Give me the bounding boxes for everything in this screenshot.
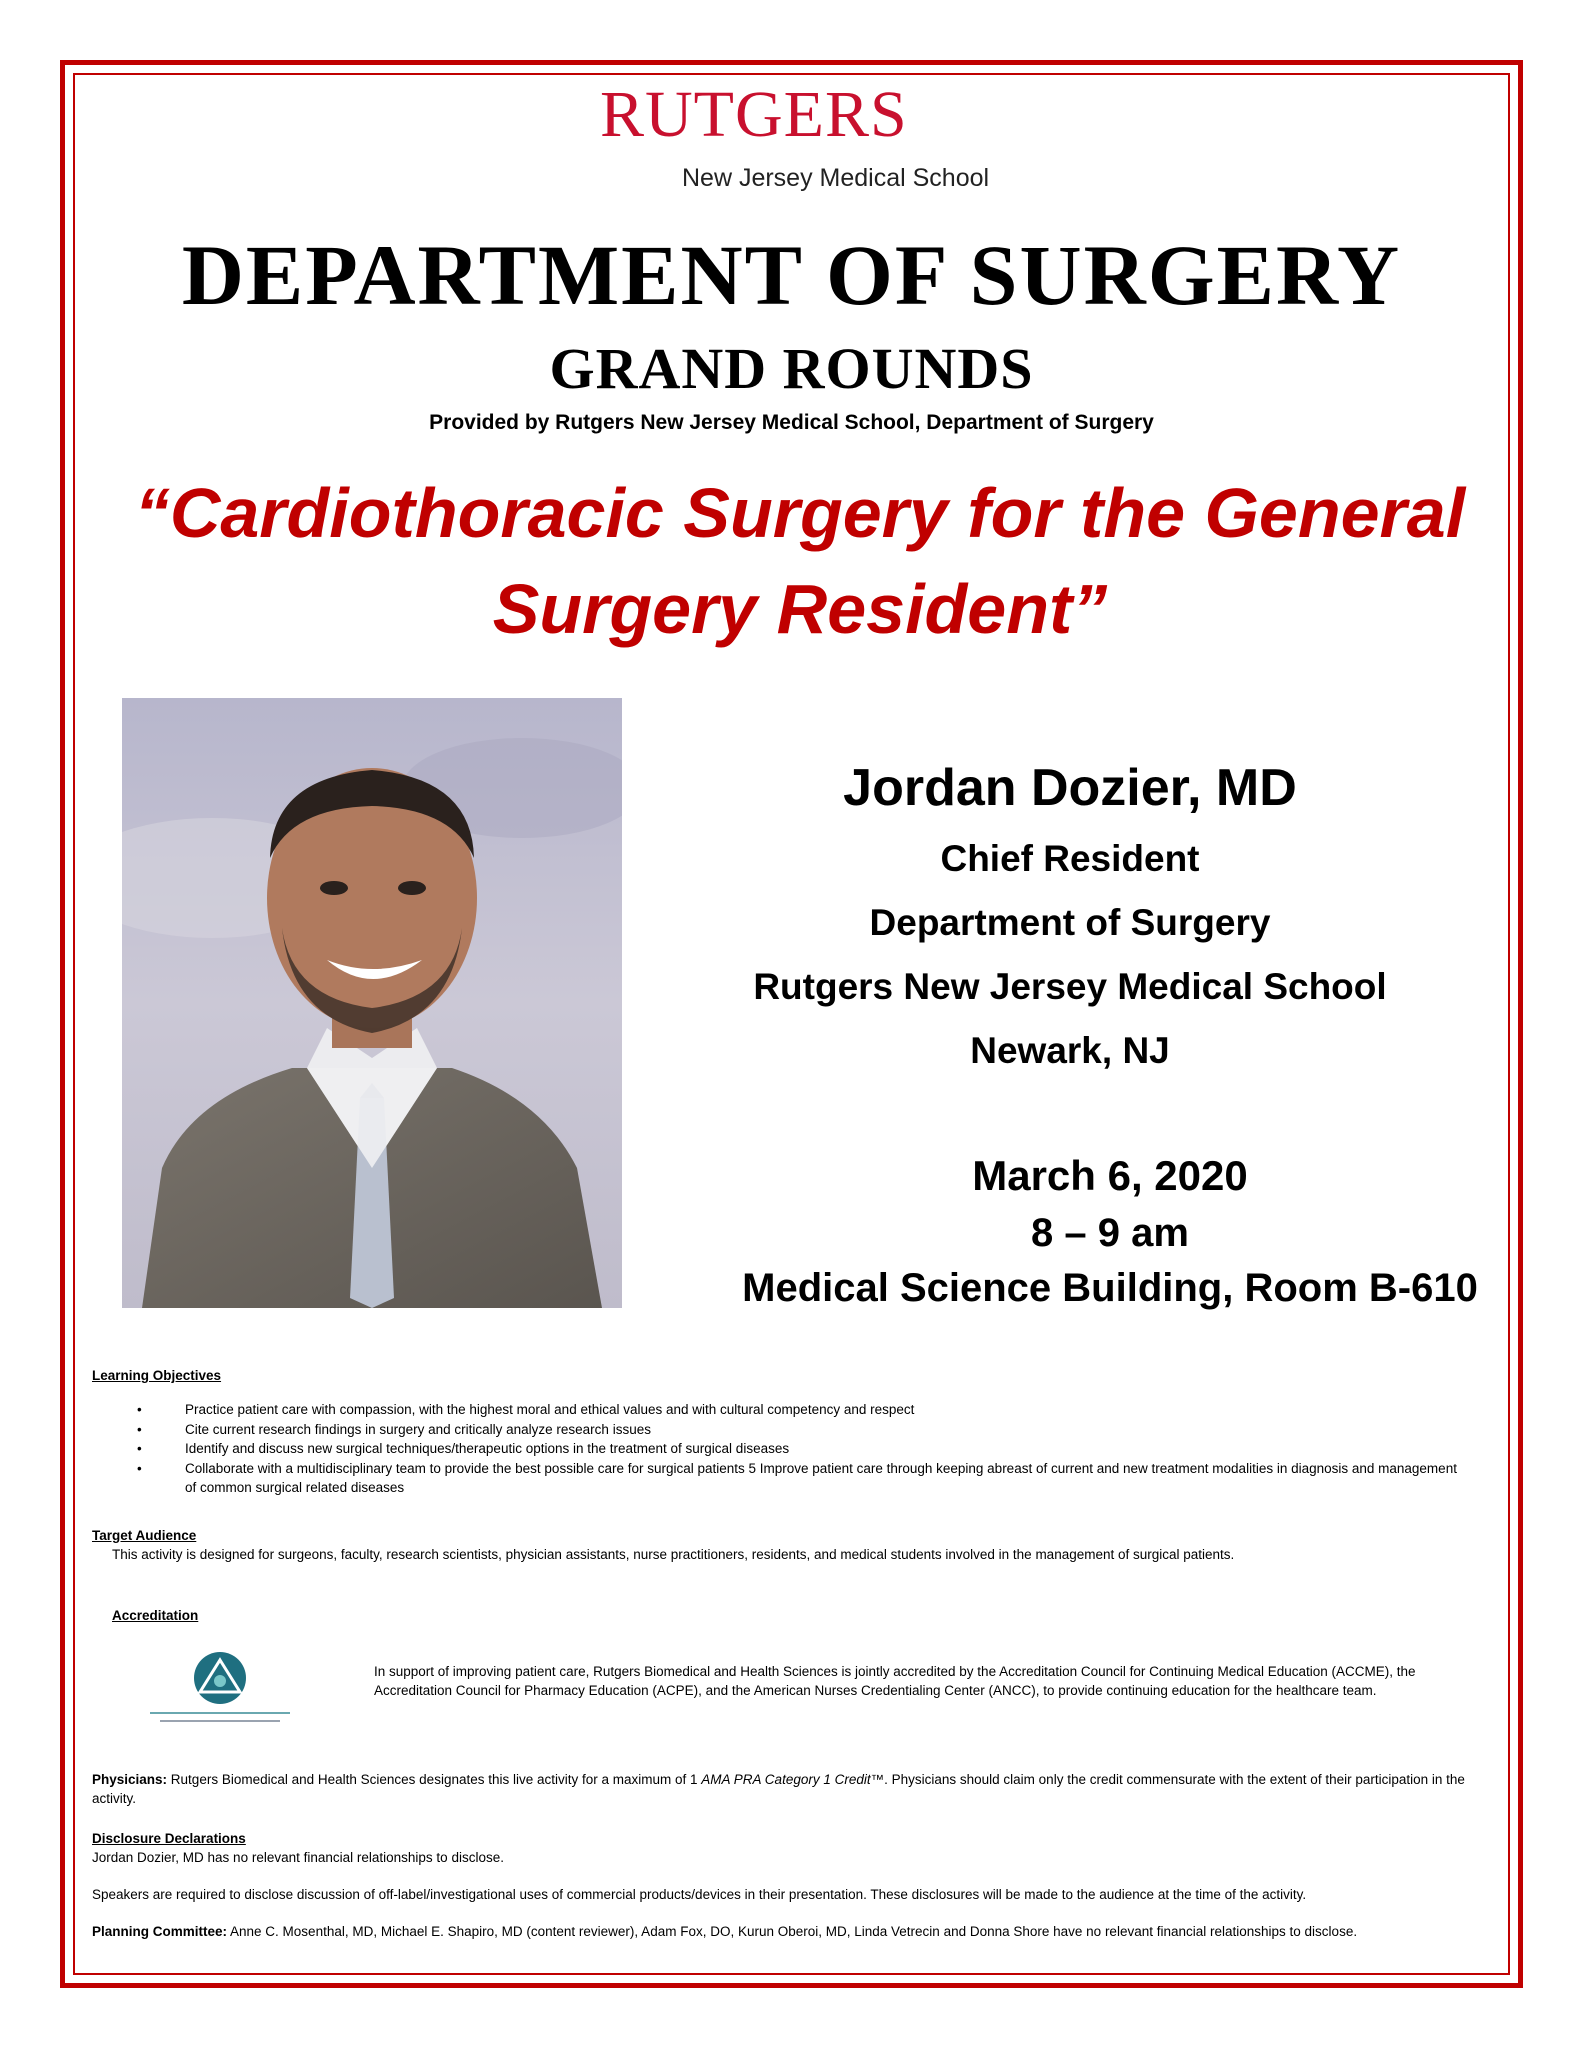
disclosure-policy: Speakers are required to disclose discussion of off-label/investigational uses of commercial products/devices in their presentation. These disclosures will be made to the audience at the time of the activity.: [92, 1887, 1307, 1902]
jointly-accredited-provider-logo-icon: [145, 1650, 295, 1730]
department-heading: DEPARTMENT OF SURGERY: [181, 227, 1402, 323]
disclosure-heading: Disclosure Declarations: [92, 1831, 246, 1846]
accreditation-heading: Accreditation: [112, 1608, 199, 1623]
speaker-department: Department of Surgery: [869, 902, 1271, 943]
planning-label: Planning Committee:: [92, 1924, 228, 1939]
physicians-text-a: Rutgers Biomedical and Health Sciences designates this live activity for a maximum of 1: [167, 1772, 702, 1787]
event-time: 8 – 9 am: [1031, 1211, 1189, 1255]
physicians-text-b: ™. Physicians should claim only the credit commensurate with the extent of their participation in the activity.: [92, 1772, 1465, 1806]
event-location: Medical Science Building, Room B-610: [742, 1266, 1478, 1310]
list-item: • Collaborate with a multidisciplinary team to provide the best possible care for surgical patients 5 Improve patient care through keeping abreast of current and new treatment modalities in diagnosis and management of common surgical related diseases: [135, 1459, 1465, 1498]
target-audience-text: This activity is designed for surgeons, faculty, research scientists, physician assistants, nurse practitioners, residents, and medical students involved in the management of surgical patients.: [112, 1547, 1235, 1562]
speaker-title: Chief Resident: [940, 838, 1200, 879]
event-date: March 6, 2020: [972, 1152, 1248, 1199]
list-item: • Practice patient care with compassion, with the highest moral and ethical values and with cultural competency and respect: [135, 1400, 1465, 1420]
list-item: • Cite current research findings in surgery and critically analyze research issues: [135, 1420, 1465, 1440]
learning-objectives-list: [135, 1400, 1465, 1498]
physicians-statement: [92, 1770, 1492, 1808]
disclosure-speaker: Jordan Dozier, MD has no relevant financial relationships to disclose.: [92, 1850, 504, 1865]
rutgers-subtitle: New Jersey Medical School: [682, 164, 990, 192]
physicians-credit: AMA PRA Category 1 Credit: [701, 1772, 871, 1787]
list-item: • Identify and discuss new surgical techniques/therapeutic options in the treatment of surgical diseases: [135, 1439, 1465, 1459]
provided-by-line: Provided by Rutgers New Jersey Medical School, Department of Surgery: [429, 411, 1154, 434]
physicians-label: Physicians:: [92, 1772, 168, 1787]
speaker-name: Jordan Dozier, MD: [843, 759, 1297, 817]
speaker-institution: Rutgers New Jersey Medical School: [753, 966, 1387, 1007]
speaker-photo: [122, 698, 622, 1308]
speaker-city: Newark, NJ: [970, 1030, 1170, 1071]
planning-committee: [92, 1922, 1512, 1941]
learning-objectives-heading: Learning Objectives: [92, 1368, 222, 1383]
talk-title-line-1: “Cardiothoracic Surgery for the General: [134, 474, 1466, 552]
target-audience-heading: Target Audience: [92, 1528, 197, 1543]
planning-text: Anne C. Mosenthal, MD, Michael E. Shapiro, MD (content reviewer), Adam Fox, DO, Kurun Oberoi, MD, Linda Vetrecin and Donna Shore have no relevant financial relationships to disclose.: [227, 1924, 1358, 1939]
rutgers-logo: [600, 78, 990, 197]
speaker-portrait-icon: [122, 698, 622, 1308]
accreditation-text: In support of improving patient care, Rutgers Biomedical and Health Sciences is jointly accredited by the Accreditation Council for Continuing Medical Education (ACCME), the Accreditation Council for Pharmacy Education (ACPE), and the American Nurses Credentialing Center (ANCC), to provide continuing education for the healthcare team.: [374, 1664, 1416, 1698]
series-heading: GRAND ROUNDS: [549, 336, 1034, 401]
rutgers-wordmark: RUTGERS: [600, 78, 908, 151]
talk-title-line-2: Surgery Resident”: [492, 570, 1108, 648]
talk-title: [100, 465, 1500, 657]
